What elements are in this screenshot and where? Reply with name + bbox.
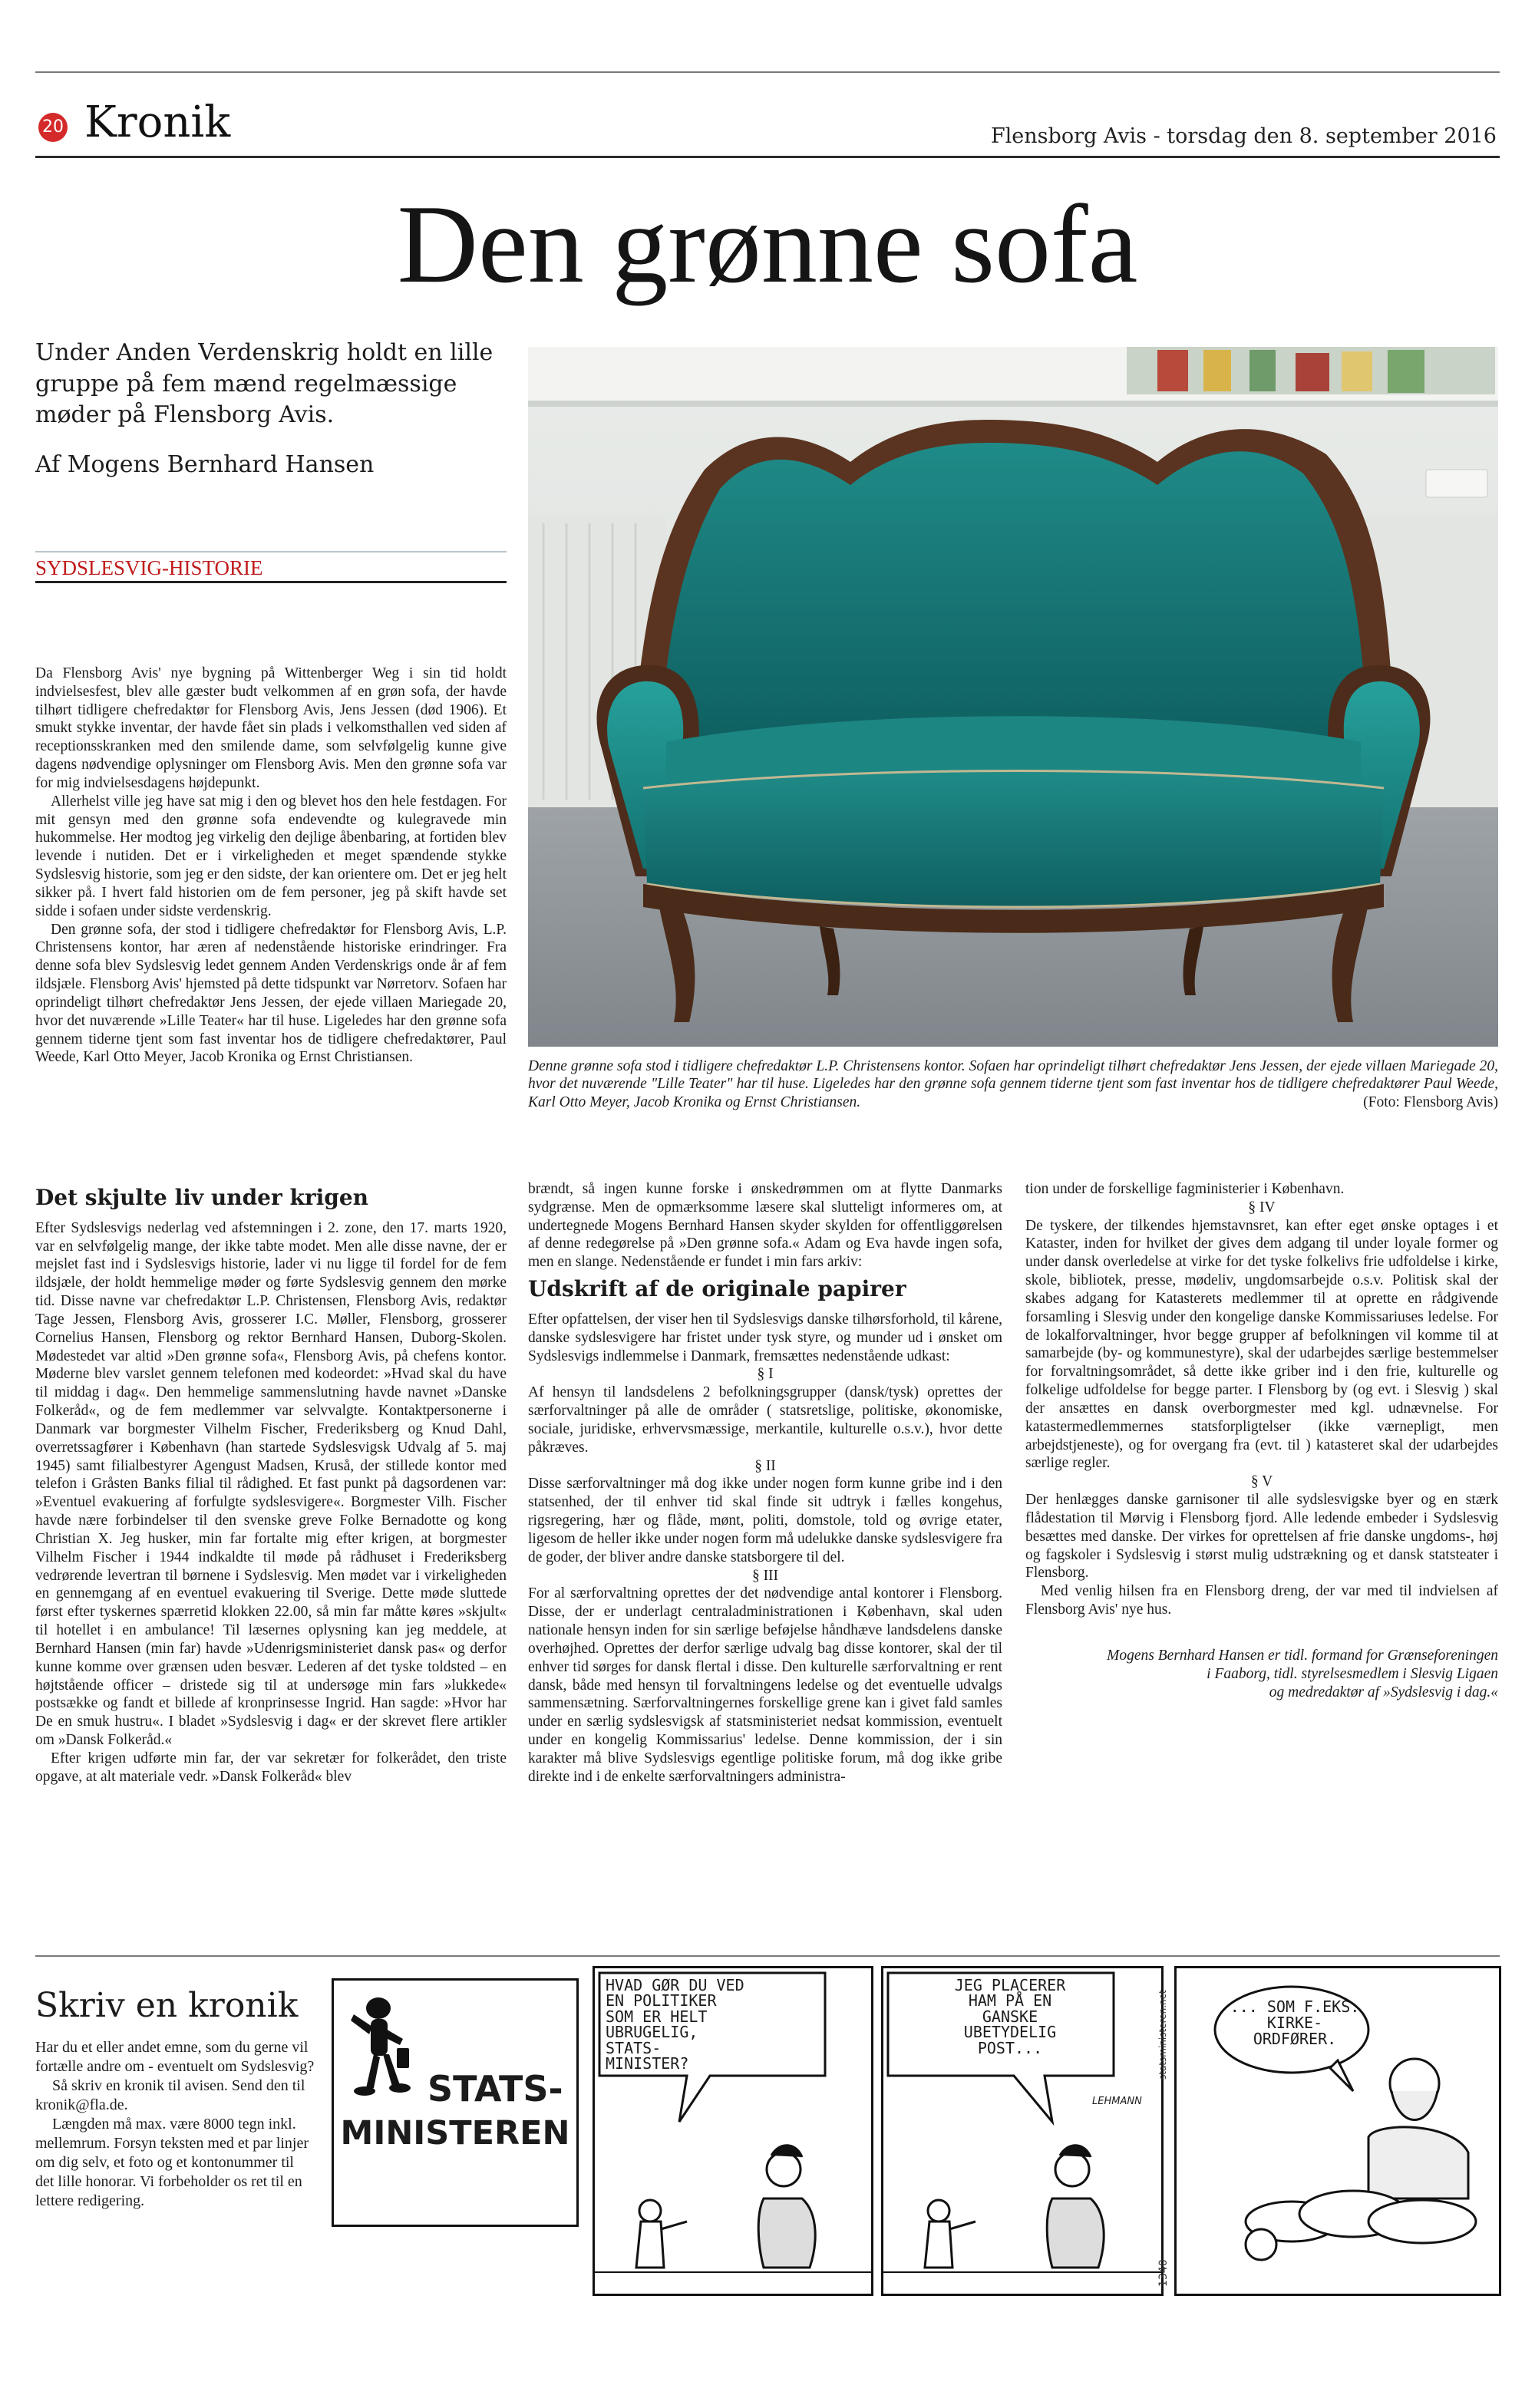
photo-caption xyxy=(528,1057,1498,1111)
paragraph: Længden må max. være 8000 tegn inkl. mellemrum. Forsyn teksten med et par linjer om dig selv, et foto og et kontonummer til det lille honorar. Vi forbeholder os ret til en lettere redigering. xyxy=(35,2116,309,2209)
photo-credit: (Foto: Flensborg Avis) xyxy=(1363,1093,1498,1110)
paragraph: Den grønne sofa, der stod i tidligere chefredaktør for Flensborg Avis, L.P. Christensens kontor, har æren af nedenstående historiske erindringer. Fra denne sofa blev Sydslesvig ledet gennem Anden Verdenskrigs onde år af fem ildsjæle. Flensborg Avis' hjemsted på dette tidspunkt var Nørretorv. Sofaen har oprindeligt tilhørt chefredaktør Jens Jessen, der ejede villaen Mariegade 20, hvor det nuværende »Lille Teater« har til huse. Ligeledes har den grønne sofa gennem tiderne tjent som fast inventar hos de tidligere chefredaktører, Paul Weede, Karl Otto Meyer, Jacob Kronika og Ernst Christiansen. xyxy=(35,921,507,1066)
caption-text: Denne grønne sofa stod i tidligere chefredaktør L.P. Christensens kontor. Sofaen har oprindeligt tilhørt chefredaktør Jens Jessen, der ejede villaen Mariegade 20, hvor det nuværende "Lille Teater" har til huse. Ligeledes har den grønne sofa gennem tiderne tjent som fast inventar hos de tidligere chefredaktører Paul Weede, Karl Otto Meyer, Jacob Kronika og Ernst Christiansen. xyxy=(528,1058,1498,1110)
paragraph: For al særforvaltning oprettes der det nødvendige antal kontorer i Flensborg. Disse, der er underlagt centraladministrationen i København, skal uden nationale hensyn inden for sin særlige beføjelse håndhæve landsdelens danske overhøjhed. Oprettes der derfor særlige udvalg bag disse kontorer, skal der til enhver tid sørges for dansk flertal i disse. Den kulturelle særforvaltning er rent dansk, både med hensyn til forvaltningens ledelse og det eventuelle udvalgs sammensætning. Særforvaltningernes forskellige grene kan i givet fald samles under en særlig sydslesvigsk af statsministeriet nedsat kommission, eventuelt under en kongelig Kommissarius' ledelse. Denne kommission, der i sin karakter må blive Sydslesvigs egentlige politiske forum, må dog ikke gribe direkte ind i de enkelte særforvaltningers administra- xyxy=(528,1585,1002,1785)
comic-title-line2: MINISTEREN xyxy=(340,2114,570,2152)
section-mark: § III xyxy=(751,1567,779,1584)
lede: Under Anden Verdenskrig holdt en lille gruppe på fem mænd regelmæssige møder på Flensborg Avis. xyxy=(35,339,494,428)
intro-column xyxy=(35,665,507,1067)
paragraph: Disse særforvaltninger må dog ikke under nogen form kunne gribe ind i den statsenhed, der til enhver tid skal finde sit udtryk i fælles kongehus, rigsregering, hær og flåde, mønt, politi, domstole, told og øvrige etater, ligesom de heller ikke under nogen form må udelukke danske sydslesvigere fra de goder, der bliver andre danske statsborgere til del. xyxy=(528,1476,1002,1565)
comic-title-panel xyxy=(332,1978,579,2227)
paragraph: Allerhelst ville jeg have sat mig i den og blevet hos den hele festdagen. For mit gensyn med den grønne sofa endevendte og kulegravede min hukommelse. Her modtog jeg virkelig den dejlige åbenbaring, at fortiden blev levende i nutiden. Det er i virkeligheden et meget spændende stykke Sydslesvig historie, som jeg er den sidste, der kan orientere om. Det er jeg helt sikker på. I hvert fald historien om de fem personer, jeg på skift havde set sidde i sofaen under sidste verdenskrig. xyxy=(35,793,507,919)
paragraph: Efter krigen udførte min far, der var sekretær for folkerådet, den triste opgave, at alt materiale vedr. »Dansk Folkeråd« blev xyxy=(35,1750,507,1785)
paragraph: brændt, så ingen kunne forske i ønskedrømmen om at flytte Danmarks sydgrænse. Men de opmærksomme læsere skal slutteligt informeres om, at undertegnede Mogens Bernhard Hansen skyder skylden for offentliggørelsen af denne redegørelse på »Den grønne sofa.« Adam og Eva havde ingen sofa, men en slange. Nedenstående er fundet i min fars arkiv: xyxy=(528,1181,1002,1271)
submit-box-body xyxy=(35,2038,315,2211)
reporter-figure xyxy=(636,2200,687,2268)
section-mark: § IV xyxy=(1248,1199,1276,1216)
column-2 xyxy=(528,1180,1002,1786)
author-signature: og medredaktør af »Sydslesvig i dag.« xyxy=(1269,1684,1498,1700)
byline: Af Mogens Bernhard Hansen xyxy=(35,451,375,478)
paragraph: Da Flensborg Avis' nye bygning på Wittenberger Weg i sin tid holdt indvielsesfest, blev alle gæster budt velkommen af en grøn sofa, der havde tilhørt tidligere chefredaktør for Flensborg Avis, Jens Jessen (død 1906). Et smukt stykke inventar, der havde fået sin plads i velkomsthallen ved siden af receptionsskranken med den smilende dame, som selvfølgelig kunne give dagens nødvendige oplysninger om Flensborg Avis. Men den grønne sofa var for mig indvielsesdagens højdepunkt. xyxy=(35,665,507,791)
paragraph: Efter Sydslesvigs nederlag ved afstemningen i 2. zone, den 17. marts 1920, var en selvfølgelig mange, der ikke tabte modet. Men alle disse navne, der er mejslet fast ind i Sydslesvigs historie, lader vi nu ligge til fordel for de fem ildsjæle, der holdt hemmelige møder og førte Sydslesvig gennem den mørke tid. Disse navne var chefredaktør L.P. Christensen, Flensborg Avis, redaktør Tage Jessen, Flensborg Avis, grosserer I.C. Møller, Flensborg, grosserer Cornelius Hansen, Flensborg og rektor Bernhard Hansen, Duborg-Skolen. Mødestedet var altid »Den grønne sofa«, Flensborg Avis, på chefens kontor. Møderne blev varslet gennem telefonen med kodeordet: »Hvad skal du have til middag i dag«. Den hemmelige sammenslutning havde navnet »Danske Folkeråd«, og de fem medlemmer var selvvalgte. Kontaktpersonerne i Danmark var borgmester Vilhelm Fischer, Frederiksberg og Knud Dahl, overretssagfører i København (han startede Sydslesvigsk Udvalg af 5. maj 1945) samt filialbestyrer Agengust Madsen, Kruså, der stillede kontor med telefon i Gråsten Banks filial til rådighed. Et fast punkt på dagsordenen var: »Eventuel evakuering af forfulgte sydslesvigere«. Borgmester Vilh. Fischer havde nære forbindelser til den svenske greve Folke Bernadotte og kong Christian X. Jeg husker, min far fortalte mig efter krigen, at borgmester Vilhelm Fischer i 1944 indkaldte til møde på rådhuset i Frederiksberg vedrørende levertran til børnene i Sydslesvig. Men mødet var i virkeligheden en gennemgang af en eventuel evakuering til Sverige. Dette møde sluttede først efter tyskernes spærretid klokken 22.00, så min far måtte køres »skjult« til hotellet i en ambulance! Til læsernes oplysning kan jeg meddele, at Bernhard Hansen (min far) havde »Udenrigsministeriet dansk pas« og derfor kunne komme over grænsen uden besvær. Lederen af det tyske toldsted – en højtstående officer – dristede sig til at undersøge min fars »lukkede« postsække og fandt et billede af kronprinsesse Ingrid. Han sagde: »Hvor har De en smuk hustru«. I bladet »Sydslesvig i dag« er der skrevet flere artikler om »Dansk Folkeråd.« xyxy=(35,1219,507,1748)
paragraph: De tyskere, der tilkendes hjemstavnsret, kan efter eget ønske optages i et Kataster, inden for hvilket der gives dem adgang til under loyale former og under dansk overledelse at virke for det tyske folkelivs frie udfoldelse i kirke, skole, bibliotek, presse, mødeliv, ungdomsarbejde o.s.v. Politisk skal der skabes adgang for Katasterets medlemmer til at oprette en rådgivende forsamling i Slesvig under den kongelige danske Kommissariuses ledelse. For de lokalforvaltninger, hvor begge grupper af befolkningen vil komme til at samarbejde (by- og kommunestyre), skal der udarbejdes særlige bestemmelser for forvaltningsområdet, så dette ikke griber ind i den frie, kulturelle og folkelige udfoldelse for begge parter. I Flensborg by (og evt. i Slesvig ) skal der ansættes en dansk overborgmester med kgl. udnævnelse. For katastermedlemmernes statsforpligtelser (ikke værnepligt, men arbejdstjeneste), og for overgang fra (evt. til ) katasteret skal der udarbejdes særlige regler. xyxy=(1025,1217,1498,1472)
comic-speech-1: HVAD GØR DU VED EN POLITIKER SOM ER HELT UBRUGELIG, STATS- MINISTER? xyxy=(606,1976,744,2073)
section-mark: § V xyxy=(1250,1473,1273,1490)
section-mark: § I xyxy=(757,1366,774,1383)
comic-panel-3 xyxy=(1174,1966,1501,2296)
globe-icon xyxy=(1246,2229,1276,2260)
subheading-hidden-life: Det skjulte liv under krigen xyxy=(35,1185,368,1210)
column-3 xyxy=(1025,1180,1498,1701)
comic-title-line1: STATS- xyxy=(427,2068,563,2109)
author-signature: i Faaborg, tidl. styrelsesmedlem i Slesvig Ligaen xyxy=(1207,1665,1498,1682)
comic-panel-2 xyxy=(881,1966,1164,2296)
headline: Den grønne sofa xyxy=(397,182,1138,306)
paragraph: Så skriv en kronik til avisen. Send den til kronik@fla.de. xyxy=(35,2077,305,2113)
paragraph: Der henlægges danske garnisoner til alle sydslesvigske byer og en stærk flådestation til Mørvig i Flensborg fjord. Alle ledende embeder i Sydslesvig besættes med danske. Der virkes for oprettelsen af frie danske ungdoms-, høj og fagskoler i Sydslesvig i størst mulig udstrækning og et dansk statsteater i Flensborg. xyxy=(1025,1492,1498,1582)
bottom-rule xyxy=(35,1955,1500,1957)
comic-panel-1 xyxy=(593,1966,873,2296)
comic-speech-3: ... SOM F.EKS. KIRKE- ORDFØRER. xyxy=(1230,1997,1360,2048)
paragraph: tion under de forskellige fagministerier i København. xyxy=(1025,1181,1345,1197)
paragraph: Af hensyn til landsdelens 2 befolkningsgrupper (dansk/tysk) oprettes der særforvaltninger på alle de områder ( statsretslige, politiske, økonomiske, sociale, juridiske, erhvervsmæssige, merkantile, kulturelle o.s.v.), hvor dette påkræves. xyxy=(528,1384,1002,1456)
author-signature: Mogens Bernhard Hansen er tidl. formand for Grænseforeningen xyxy=(1107,1647,1498,1664)
header-rule xyxy=(35,156,1500,158)
column-1 xyxy=(35,1180,507,1786)
category-tag: SYDSLESVIG-HISTORIE xyxy=(35,556,263,579)
page-number-badge: 20 xyxy=(38,113,68,142)
paragraph: Med venlig hilsen fra en Flensborg dreng, der var med til indvielsen af Flensborg Avis' nye hus. xyxy=(1025,1583,1498,1618)
comic-strip-number: 1340 xyxy=(1157,2259,1170,2287)
top-rule xyxy=(35,71,1500,73)
god-figure xyxy=(1368,2059,1468,2199)
comic-artist-signature: LEHMANN xyxy=(1092,2096,1142,2107)
submit-box-title: Skriv en kronik xyxy=(35,1986,299,2025)
tag-top-rule xyxy=(35,551,507,553)
paragraph: Efter opfattelsen, der viser hen til Sydslesvigs danske tilhørsforhold, til kårene, danske sydslesvigere har fristet under tysk styre, og munder ud i ønsket om Sydslesvigs indlemmelse i Danmark, fremsættes nedenstående udkast: xyxy=(528,1311,1002,1364)
subheading-transcript: Udskrift af de originale papirer xyxy=(528,1276,906,1302)
paragraph: Har du et eller andet emne, som du gerne vil fortælle andre om - eventuelt om Sydslesvig? xyxy=(35,2039,315,2075)
section-mark: § II xyxy=(754,1457,776,1474)
sofa-photo xyxy=(528,347,1498,1047)
tag-bottom-rule xyxy=(35,581,507,583)
politician-figure xyxy=(758,2146,815,2268)
dateline: Flensborg Avis - torsdag den 8. september 2016 xyxy=(990,124,1497,148)
section-title: Kronik xyxy=(84,97,231,147)
comic-speech-2: JEG PLACERER HAM PÅ EN GANSKE UBETYDELIG POST... xyxy=(954,1976,1066,2057)
comic-website-credit: statsministeren.net xyxy=(1157,1990,1168,2080)
